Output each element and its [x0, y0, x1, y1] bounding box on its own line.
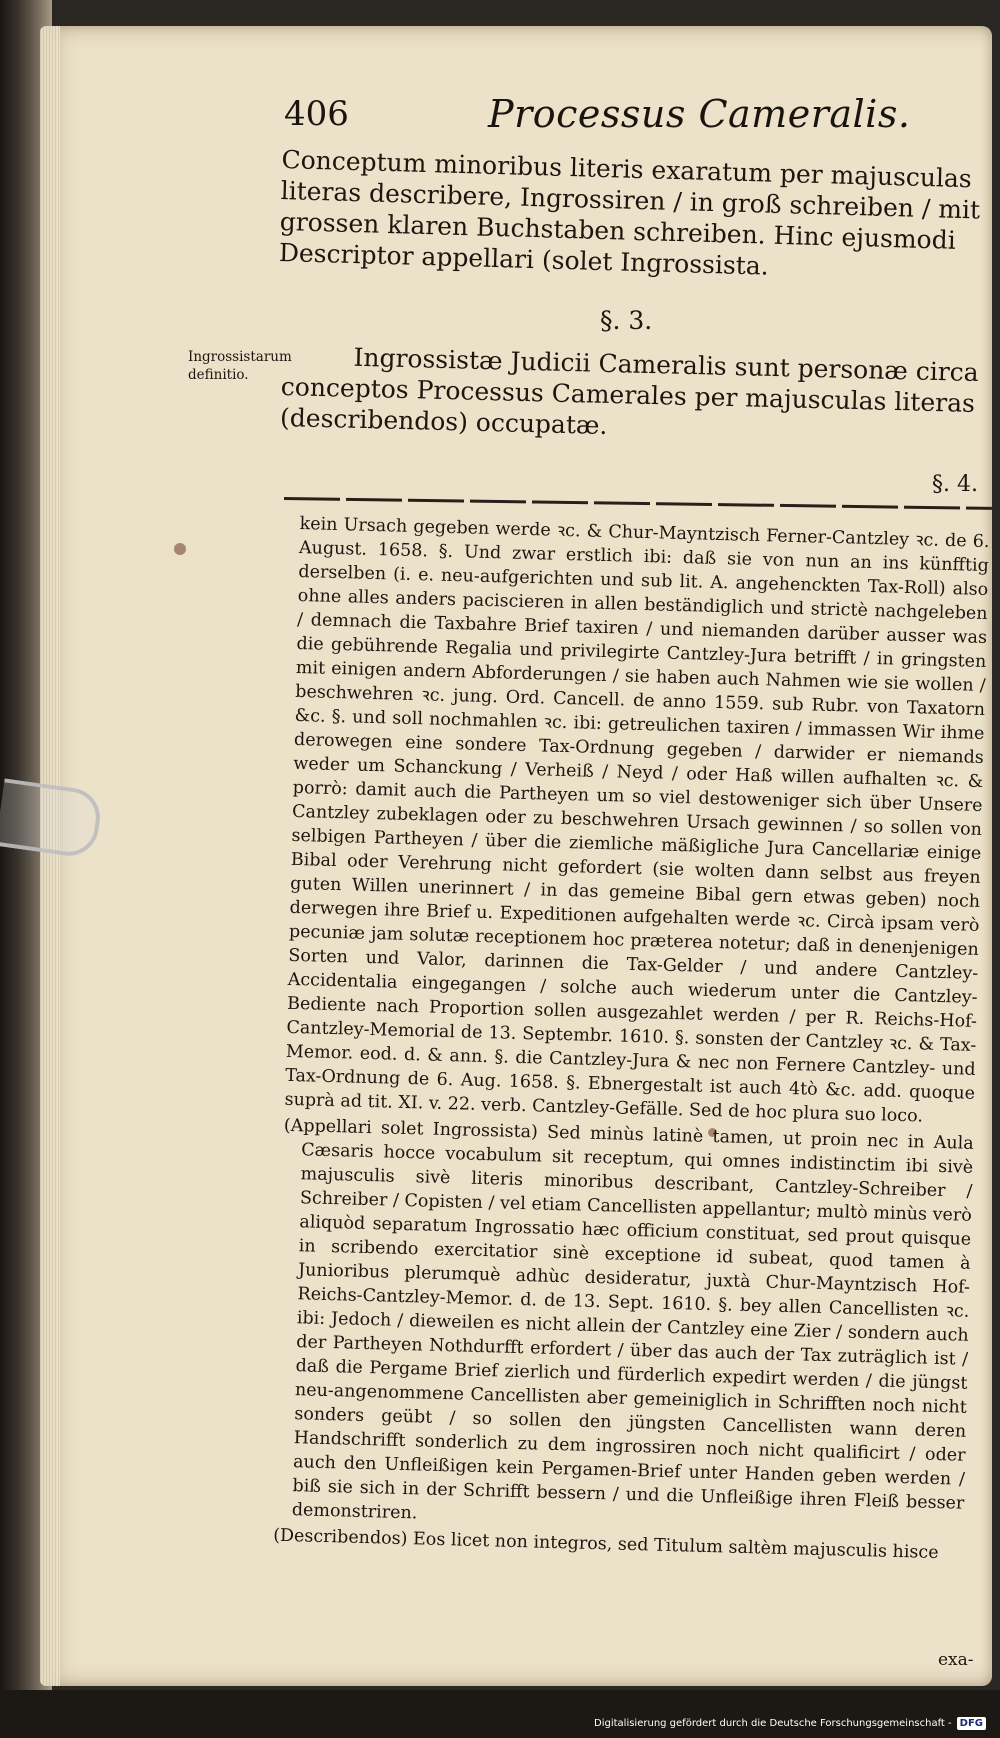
definition-paragraph — [280, 340, 994, 450]
paragraph-indent — [281, 364, 353, 366]
running-title: Processus Cameralis. — [488, 92, 911, 136]
page-header — [284, 94, 974, 138]
scan-bottom-strip — [0, 1690, 1000, 1738]
ink-stain — [174, 543, 186, 555]
intro-paragraph: Conceptum minoribus literis exaratum per majusculas literas describere, Ingrossiren / in groß schreiben / mit grossen klaren Buchstaben schreiben. Hinc ejusmodi Descriptor appellari (solet Ingrossista. — [278, 144, 981, 281]
definition-text: Ingrossistæ Judicii Cameralis sunt personæ circa conceptos Processus Camerales per majusculas literas (describendos) occupatæ. — [279, 342, 980, 440]
page-edge — [40, 26, 60, 1686]
footer — [594, 1717, 986, 1730]
note-paragraph: kein Ursach gegeben werde ꝛc. & Chur-Mayntzisch Ferner-Cantzley ꝛc. de 6. August. 1658. §. Und zwar erstlich ibi: daß sie von nun an ins künfftig derselben (i. e. neu-aufgerichten und sub lit. A. angehenckten Tax-Roll) also ohne alles anders paciscieren in allen beständiglich und strictè nachgeleben / demnach die Taxbahre Brief taxiren / und niemanden darüber ausser was die gebührende Regalia und privilegirte Cantzley-Jura betrifft / in gringsten mit einigen andern Abforderungen / sie haben auch Nahmen wie sie wollen / beschwehren ꝛc. jung. Ord. Cancell. de anno 1559. sub Rubr. von Taxatorn &c. §. und soll nochmahlen ꝛc. ibi: getreulichen taxiren / immassen Wir ihme derowegen eine sondere Tax-Ordnung gegeben / darwider er niemands weder um Schanckung / Verheiß / Neyd / oder Haß willen aufhalten ꝛc. & porrò: damit auch die Partheyen um so viel destoweniger sich über Unsere Cantzley zubeklagen oder zu beschwehren Ursach gewinnen / so sollen von selbigen Partheyen / über die ziemliche mäßigliche Jura Cancellariæ einige Bibal oder Verehrung nicht gefordert (sie wolten dann selbst aus freyen guten Willen unerinnert / in das gemeine Bibal gern etwas geben) noch derwegen ihre Brief u. Expeditionen aufgehalten werde ꝛc. Circà ipsam verò pecuniæ jam solutæ receptionem hoc præterea notetur; daß in denenjenigen Sorten und Valor, darinnen die Tax-Gelder / und andere Cantzley-Accidentalia eingegangen / solche auch wiederum unter die Cantzley-Bediente nach Proportion sollen ausgezahlet werden / per R. Reichs-Hof-Cantzley-Memorial de 13. Septembr. 1610. §. sonsten der Cantzley ꝛc. & Tax-Memor. eod. d. & ann. §. die Cantzley-Jura & nec non Fernere Cantzley- und Tax-Ordnung de 6. Aug. 1658. §. Ebnergestalt ist auch 4tò &c. add. quoque suprà ad tit. XI. v. 22. verb. Cantzley-Gefälle. Sed de hoc plura suo loco. — [284, 513, 990, 1127]
note-paragraph: (Describendos) Eos licet non integros, sed Titulum saltèm majusculis hisce — [272, 1525, 939, 1564]
marginal-note: Ingrossistarum definitio. — [188, 349, 292, 383]
footer-text: Digitalisierung gefördert durch die Deutsche Forschungsgemeinschaft - — [594, 1718, 952, 1729]
catchword-top: §. 4. — [932, 472, 978, 497]
dfg-logo: DFG — [957, 1717, 986, 1730]
page-number: 406 — [284, 94, 349, 134]
footnotes — [273, 512, 990, 1568]
section-heading: §. 3. — [600, 306, 653, 335]
note-paragraph: (Appellari solet Ingrossista) Sed minùs latinè tamen, ut proin nec in Aula Cæsaris hocce vocabulum sit receptum, qui omnes indistinctim ibi sivè majusculis sivè literis minoribus describant, Cantzley-Schreiber / Schreiber / Copisten / vel etiam Cancellisten appellantur; multò minùs verò aliquòd separatum Ingrossatio hæc officium constituat, sed prout quisque in scribendo exercitatior sinè exceptione id subeat, quod tamen à Junioribus plerumquè adhùc desideratur, juxtà Chur-Mayntzisch Hof-Reichs-Cantzley-Memor. d. de 13. Sept. 1610. §. bey allen Cancellisten ꝛc. ibi: Jedoch / dieweilen es nicht allein der Cantzley eine Zier / sondern auch der Partheyen Nothdurfft erfordert / über das auch der Tax zuträglich ist / daß die Pergame Brief zierlich und fürderlich expedirt werden / die jüngst neu-angenommene Cancellisten aber gemeiniglich in Schrifften noch nicht sonders geübt / so sollen den jüngsten Cancellisten wann deren Handschrifft sonderlich zu dem ingrossiren noch nicht qualificirt / oder auch den Unfleißigen kein Pergamen-Brief unter Handen geben werden / biß sie sich in der Schrifft bessern / und die Unfleißige ihren Fleiß besser demonstriren. — [283, 1115, 974, 1524]
catchword-bottom: exa- — [938, 1650, 974, 1670]
